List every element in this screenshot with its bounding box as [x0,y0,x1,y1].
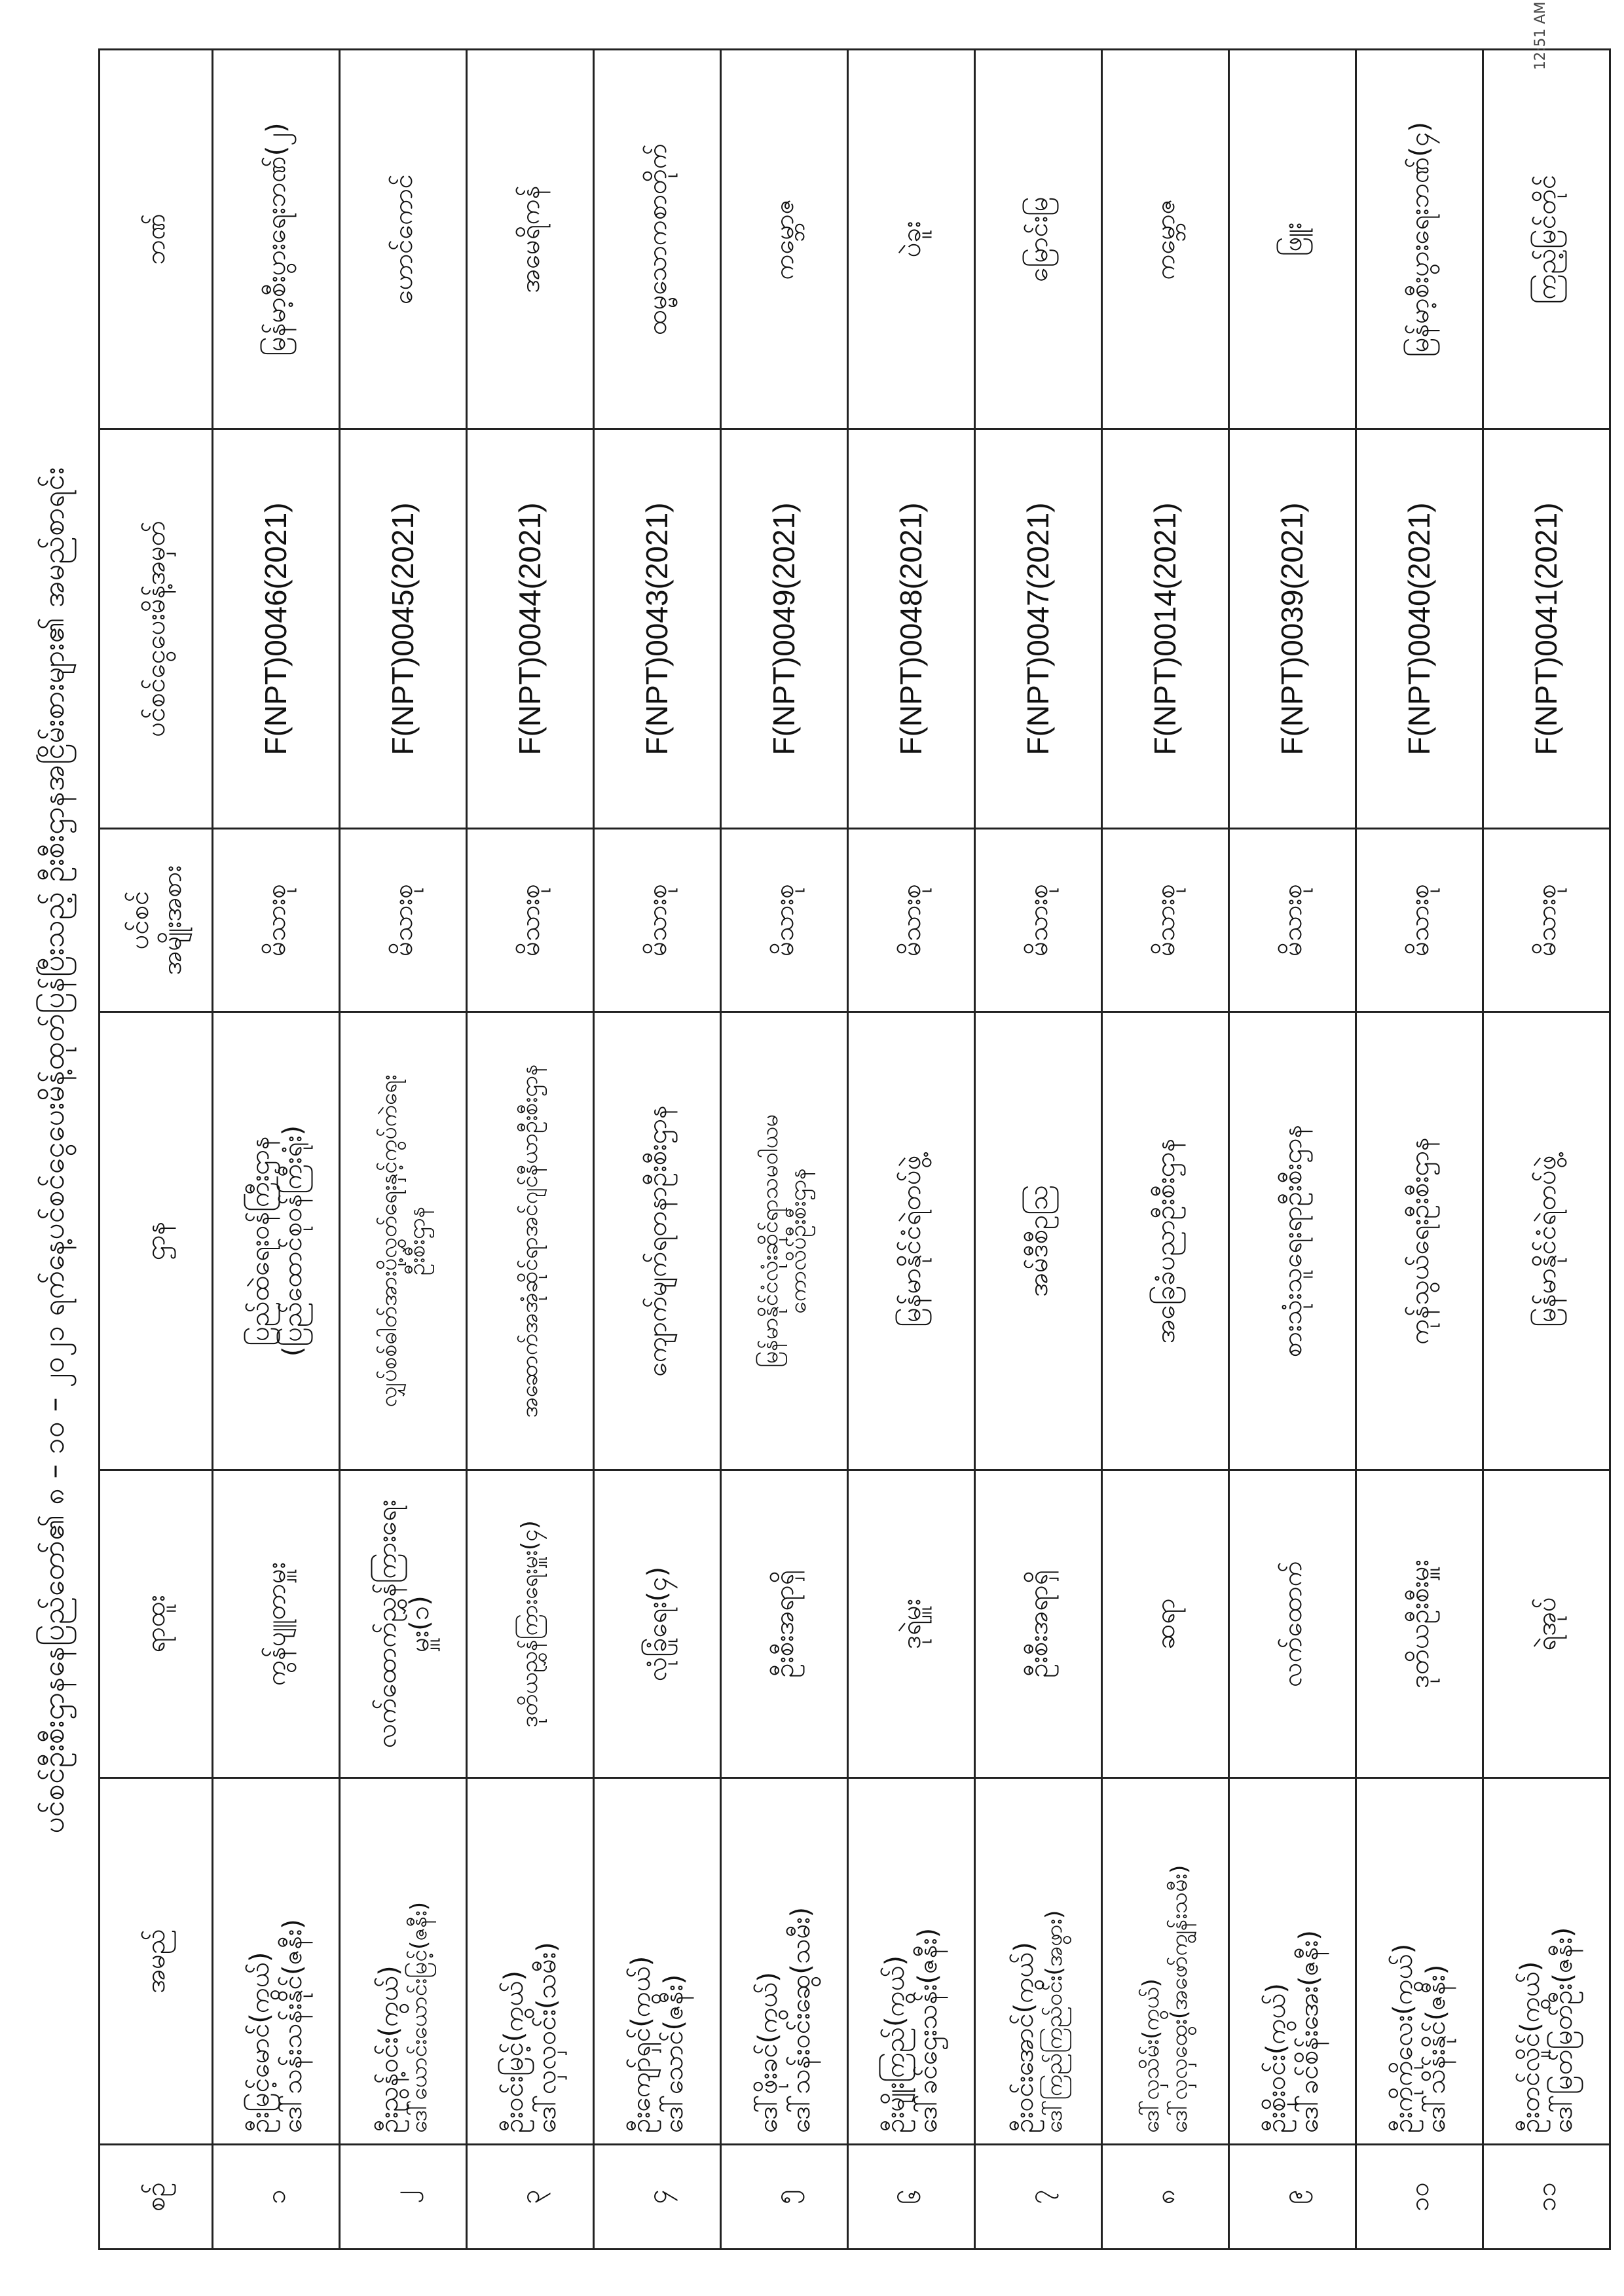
table-row [848,50,975,2250]
cell-no: ၉ [1229,2145,1356,2250]
dept-line1: ပြည်ထဲရေးဝန်ကြီးဌာန [244,1136,275,1346]
cell-order-no: F(NPT)0040(2021) [1356,429,1483,829]
cell-rank: လက်ထောက် [1229,1470,1356,1778]
dept-line2: (ပြည်ထောင်စုဝန်ကြီးရုံး) [277,1125,308,1357]
cell-order-no: F(NPT)0039(2021) [1229,429,1356,829]
table-row [1102,50,1229,2250]
cell-bank: မြန်မာ့စီးပွားရေးဘဏ်(၂) [213,50,340,429]
cell-rank: လက်ထောက်ညွှန်ကြားရေးမှူး(၁) [340,1470,467,1778]
cell-pension-type: မိသားစု [1229,829,1356,1012]
cell-dept: မြန်မာနိုင်ငံရဲတပ်ဖွဲ့ [848,1012,975,1470]
cell-pension-type: မိသားစု [213,829,340,1012]
dept-line2: ကောလိပ်ဦးစီးဌာန [784,1168,811,1314]
header-pension-type-line1: ပင်စင် [124,890,155,950]
table-row [1356,50,1483,2250]
cell-name [467,1778,594,2145]
cell-dept: ကျောက်မျက်ရတနာဦးစီးဌာန [594,1012,721,1470]
name-line1: ဦးဝင်းအောင်(ကွယ်) [1009,1942,1040,2133]
cell-rank: ရဲအုပ် [1483,1470,1610,1778]
cell-pension-type: မိသားစု [975,829,1102,1012]
cell-order-no: F(NPT)0045(2021) [340,429,467,829]
name-line1: ဒေါ်လှသိမ်း(ကွယ်) [1138,1978,1164,2133]
cell-name [1229,1778,1356,2145]
cell-order-no: F(NPT)0041(2021) [1483,429,1610,829]
cell-dept: မြန်မာနိုင်ငံရဲတပ်ဖွဲ့ [1483,1012,1610,1470]
header-no: စဉ် [100,2145,213,2250]
cell-pension-type: မိသားစု [594,829,721,1012]
cell-no: ၆ [848,2145,975,2250]
table-row [1483,50,1610,2250]
cell-dept [340,1012,467,1470]
cell-pension-type: မိသားစု [721,829,848,1012]
cell-bank: မြောင်းမြ [975,50,1102,429]
name-line2: ဒေါ်လှလှဝင်း(သမီး) [531,1942,562,2133]
cell-bank: မြန်မာ့စီးပွားရေးဘဏ်(၄) [1356,50,1483,429]
cell-dept [721,1012,848,1470]
header-rank: ရာထူး [100,1470,213,1778]
cell-bank: ပဲခူး [848,50,975,429]
cell-bank: အမေရိကန် [467,50,594,429]
name-line2: ဒေါ်မြတ်မြတ်ဦး(ဇနီး) [1547,1927,1578,2133]
table-row [721,50,848,2250]
name-line1: ဦးကျော်ရှင်(ကွယ်) [625,1956,656,2133]
cell-pension-type: မိသားစု [1483,829,1610,1012]
name-line2: ဒေါ်ကြည်ကြည်ဝင်း(အဖွား) [1041,1910,1068,2133]
table-row [213,50,340,2250]
cell-pension-type: မိသားစု [340,829,467,1012]
header-row [100,50,213,2250]
cell-bank: ကြည့်မြင်တိုင် [1483,50,1610,429]
table-row [1229,50,1356,2250]
name-line1: ဦးစိုးဝင်း(ကွယ်) [1261,1983,1291,2133]
cell-bank: ထမ္မသောကစာတိုက် [594,50,721,429]
cell-dept: စားသုံးသူရေးရာဦးစီးဌာန [1229,1012,1356,1470]
cell-pension-type: မိသားစု [848,829,975,1012]
cell-name [848,1778,975,2145]
cell-rank: ကွန်ပျူတာမှူး [213,1470,340,1778]
header-pension-type [100,829,213,1012]
name-line1: ဦးကိုကိုလေး(ကွယ်) [1388,1943,1418,2133]
name-line2: ဒေါ်သိန်းနိုင်(ဇနီး) [1420,1964,1451,2133]
header-dept: ဌာန [100,1012,213,1470]
cell-order-no: F(NPT)0043(2021) [594,429,721,829]
cell-bank: ကမ္ဘောဇ [721,50,848,429]
pensioner-table [98,48,1611,2250]
cell-rank: ဒုတိယညွှန်ကြားရေးမှူး(၄) [467,1470,594,1778]
cell-order-no: F(NPT)0047(2021) [975,429,1102,829]
header-pension-type-line2: အမျိုးအစား [157,865,187,975]
cell-no: ၁၁ [1483,2145,1610,2250]
cell-rank: ဒုရဲမှူး [848,1470,975,1778]
cell-rank: ဦးစီးအရာရှိ [721,1470,848,1778]
name-line1: ဦးတင်လှိုင်(ကွယ်) [1515,1961,1545,2133]
name-line2: ဒေါ်ခင်ဌေးသန်း(ဇနီး) [912,1927,943,2133]
cell-no: ၅ [721,2145,848,2250]
dept-line1: လျှပ်စစ်ဓါတ်အားပို့လွှတ်ရေးနှင့်ကွပ်ကဲရေး [376,1074,402,1408]
cell-bank: ကမ္ဘောဇ [1102,50,1229,429]
table-row [340,50,467,2250]
name-line2: ဒေါ်ယောင်းယောင်းမြင့်(ဇနီး) [406,1901,433,2133]
cell-name [721,1778,848,2145]
header-bank: ဘဏ် [100,50,213,429]
table-row [975,50,1102,2250]
document-title: ပင်စင်ဦးစီးဌာနနေပြည်တော်၏ ၈ – ၁၀ – ၂၀၂၁ ရက်နေ့ပင်စင်ငွေပေးမိန့်ထုတ်ပြန်ပြီးသည့် ဦးစီးဌာနအငြိမ်းစားများ၏ အမည်စာရင်း [37,467,71,1834]
cell-dept [213,1012,340,1470]
print-timestamp: 12:51 AM [1532,1,1549,70]
cell-name [1356,1778,1483,2145]
cell-pension-type: မိသားစု [1102,829,1229,1012]
name-line1: ဦးညွန့်ဝင်း(ကွယ်) [374,1965,405,2133]
cell-bank: ဟောင်ကောင် [340,50,467,429]
cell-dept: အဆောက်အအုံဆိုင်ရာအင်ဂျင်နီယာဦးစီးဌာန [467,1012,594,1470]
cell-order-no: F(NPT)0049(2021) [721,429,848,829]
name-line2: ဒေါ်လှလှထွေး(အဖော်ကျွန်းသမီး) [1166,1865,1192,2133]
cell-name [1483,1778,1610,2145]
cell-name [594,1778,721,2145]
cell-name [1102,1778,1229,2145]
name-line2: ဒေါ်သန်းဝင်းဆွေ(သမီး) [785,1906,816,2133]
cell-order-no: F(NPT)0048(2021) [848,429,975,829]
cell-no: ၇ [975,2145,1102,2250]
dept-line2: ဦးစီးဌာန [403,1206,430,1276]
name-line1: ဦးမြင့်မောင်(ကွယ်) [244,1952,275,2133]
cell-bank: ဖြူး [1229,50,1356,429]
cell-order-no: F(NPT)0046(2021) [213,429,340,829]
name-line2: ဒေါ်ခင်စိန်းအေး(ဇနီး) [1293,1930,1324,2133]
name-line1: ဦးမျိုးကြည်(ကွယ်) [879,1955,910,2133]
cell-name [975,1778,1102,2145]
cell-dept: အခြေခံပညာဦးစီးဌာန [1102,1012,1229,1470]
header-name: အမည် [100,1778,213,2145]
cell-order-no: F(NPT)0044(2021) [467,429,594,829]
cell-name [213,1778,340,2145]
cell-no: ၄ [594,2145,721,2250]
cell-pension-type: မိသားစု [467,829,594,1012]
cell-dept: ကုန်သွယ်ရေးဦးစီးဌာန [1356,1012,1483,1470]
cell-order-no: F(NPT)0014(2021) [1102,429,1229,829]
cell-rank: ဒုတိယဦးစီးမှူး [1356,1470,1483,1778]
cell-rank: ဦးစီးအရာရှိ [975,1470,1102,1778]
table-row [467,50,594,2250]
name-line2: ဒေါ်သန်းသန်းနိုင်(ဇနီး) [277,1919,308,2133]
table-row [594,50,721,2250]
dept-line1: မြန်မာနိုင်ငံလုံးဆိုင်ရာသမဝါယမ [757,1114,783,1368]
cell-no: ၁၀ [1356,2145,1483,2250]
cell-no: ၁ [213,2145,340,2250]
cell-no: ၂ [340,2145,467,2250]
name-line1: ဦးဝင်းမြင့်(ကွယ်) [498,1970,529,2133]
cell-name [340,1778,467,2145]
cell-no: ၈ [1102,2145,1229,2250]
cell-rank: လုံခြုံရေး(၄) [594,1470,721,1778]
cell-pension-type: မိသားစု [1356,829,1483,1012]
name-line2: ဒေါ်သောင်(ဇနီး) [658,1974,689,2133]
name-line1: ဒေါ်ဖိုးခင်(ကွယ်) [752,1972,783,2133]
cell-no: ၃ [467,2145,594,2250]
header-order-no: ပင်စင်ငွေပေးမိန့်အမှတ် [100,429,213,829]
cell-rank: ဆရာ [1102,1470,1229,1778]
cell-dept: အမ်ဒီစီဥသြ [975,1012,1102,1470]
